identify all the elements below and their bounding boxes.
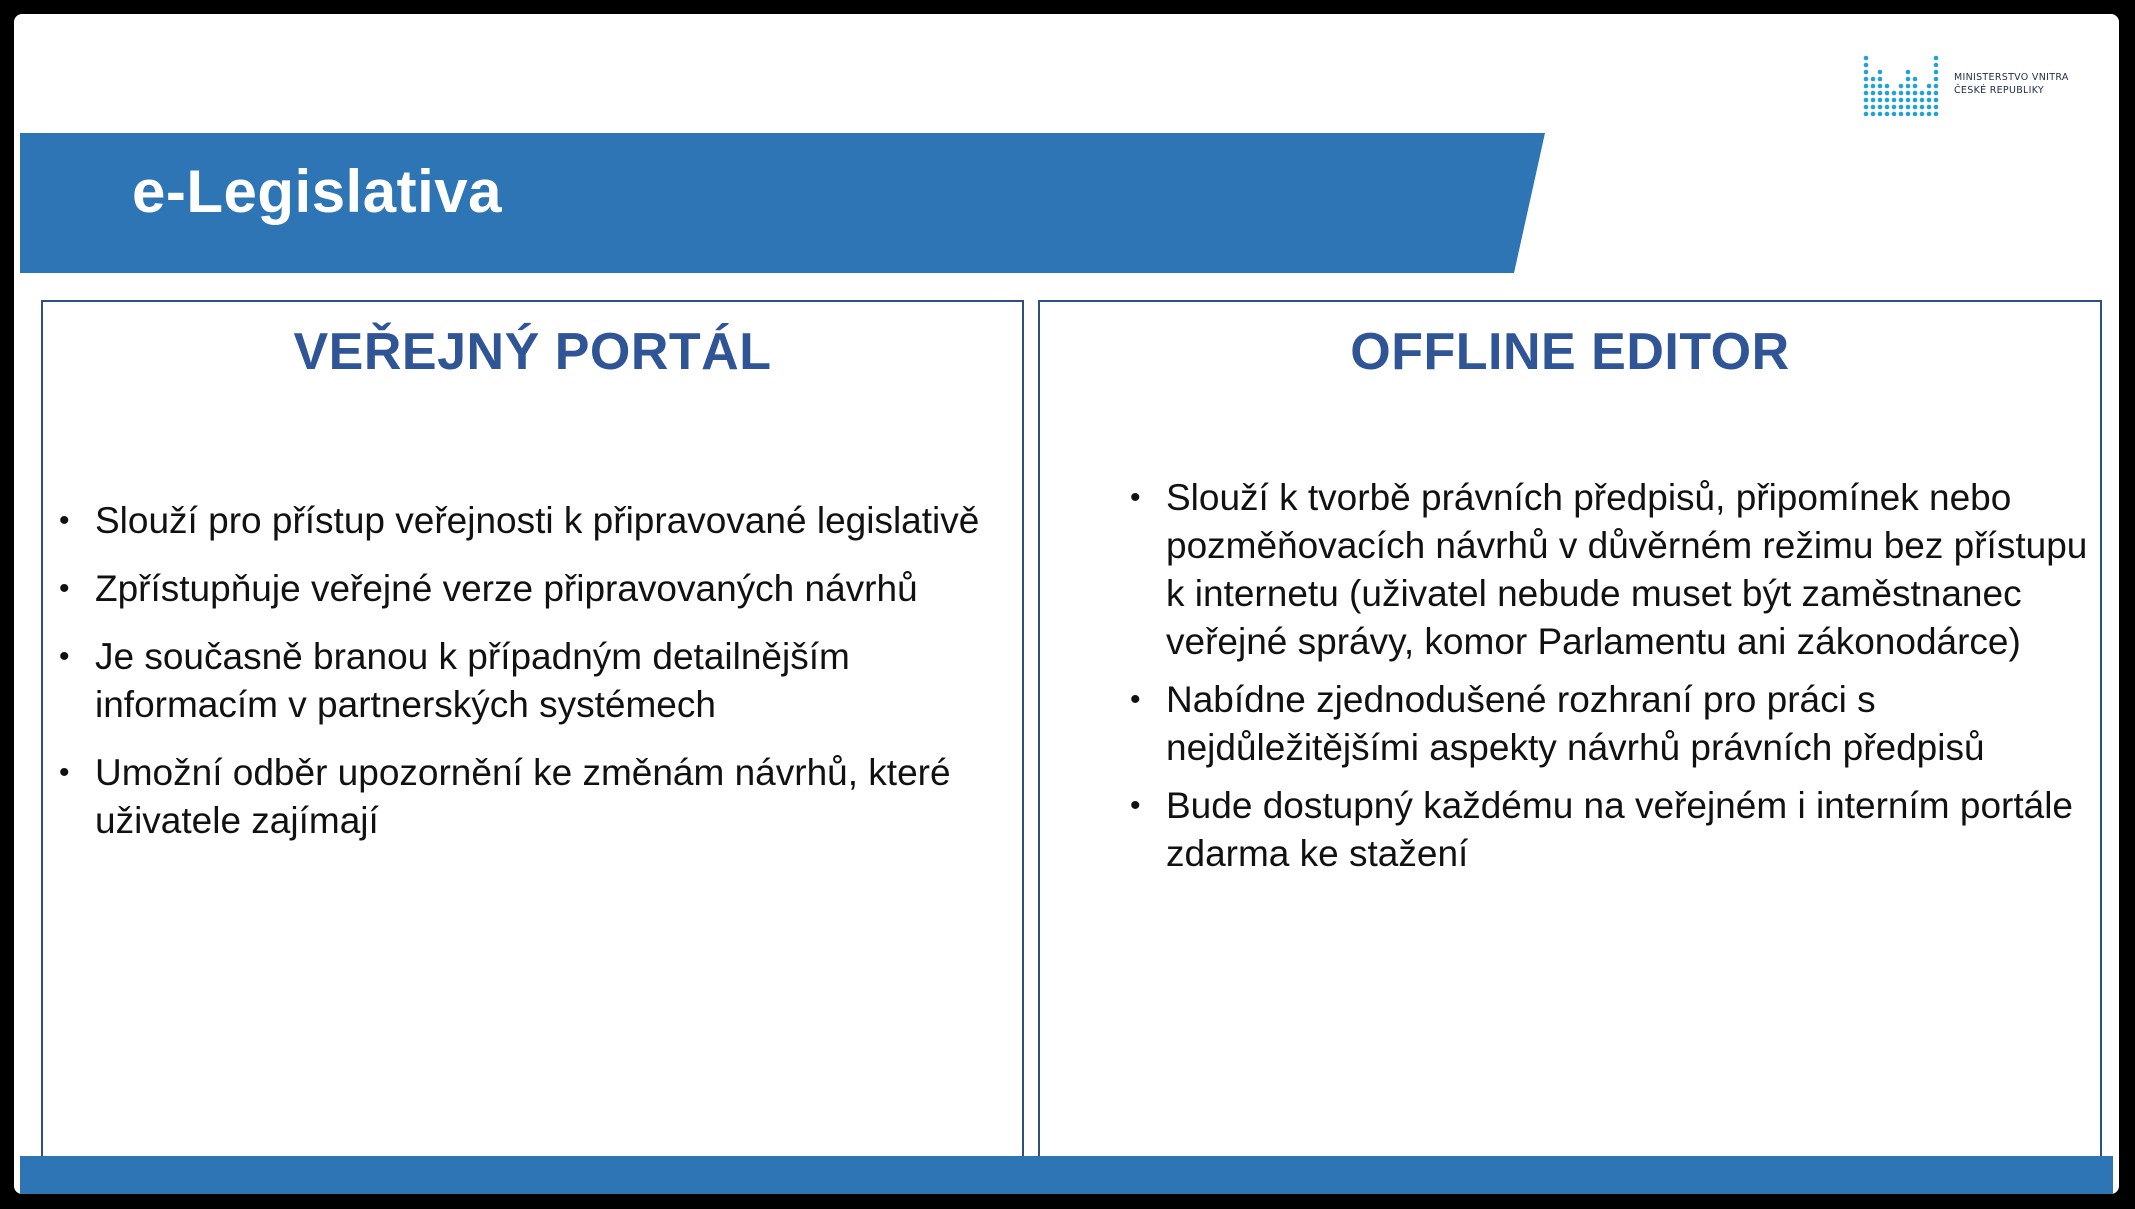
list-item-text: Slouží k tvorbě právních předpisů, připomínek nebo pozměňovacích návrhů v důvěrném režimu bez přístupu k internetu (uživatel nebude muset být zaměstnanec veřejné správy, komor Parlamentu ani zákonodárce) [1166,477,2088,662]
bullet-icon: • [59,504,70,537]
list-item-text: Umožní odběr upozornění ke změnám návrhů, které uživatele zajímají [95,752,951,841]
slide [14,14,2119,1194]
bullet-icon: • [59,572,70,605]
list-item-text: Nabídne zjednodušené rozhraní pro práci s nejdůležitějšími aspekty návrhů právních předpisů [1166,679,1985,768]
bullet-list [55,497,1015,865]
title-band [20,133,1545,273]
ministry-logo [1862,34,2112,134]
panel-heading: VEŘEJNÝ PORTÁL [293,323,772,381]
list-item [55,749,1015,845]
page-title: e-Legislativa [132,158,502,225]
logo-line-1: MINISTERSTVO VNITRA [1954,72,2069,83]
list-item [1126,676,2096,772]
bullet-icon: • [59,640,70,673]
list-item [1126,782,2096,878]
bullet-icon: • [59,756,70,789]
list-item [55,497,1015,545]
list-item-text: Bude dostupný každému na veřejném i interním portále zdarma ke stažení [1166,785,2074,874]
panel-public-portal [41,300,1024,1166]
panel-heading: OFFLINE EDITOR [1350,323,1790,381]
bullet-icon: • [1130,789,1141,822]
panel-offline-editor [1038,300,2102,1166]
list-item [55,565,1015,613]
list-item-text: Je současně branou k případným detailnějším informacím v partnerských systémech [95,636,850,725]
list-item-text: Slouží pro přístup veřejnosti k připravované legislativě [95,500,980,541]
logo-line-2: ČESKÉ REPUBLIKY [1954,85,2045,96]
bullet-icon: • [1130,481,1141,514]
list-item [1126,474,2096,666]
bullet-list [1126,474,2096,888]
list-item-text: Zpřístupňuje veřejné verze připravovaných návrhů [95,568,918,609]
logo-dots-icon [1862,52,1944,116]
list-item [55,633,1015,729]
logo-text [1954,71,2069,97]
bullet-icon: • [1130,683,1141,716]
bottom-band [20,1156,2113,1194]
